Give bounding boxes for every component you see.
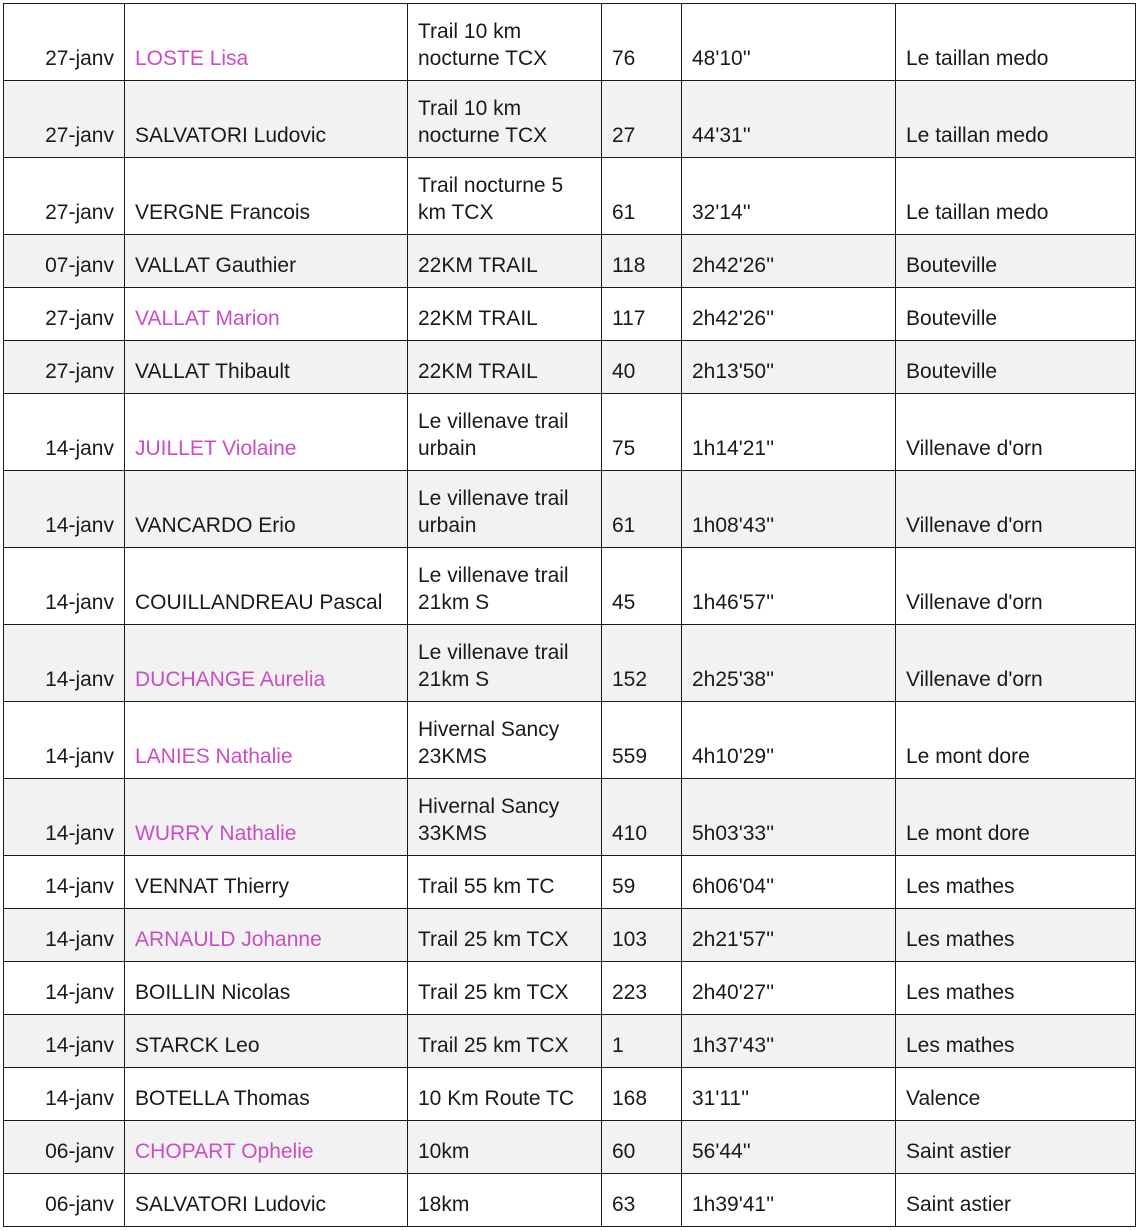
cell-race: Trail 55 km TC bbox=[408, 856, 602, 909]
cell-runner-name: CHOPART Ophelie bbox=[125, 1121, 408, 1174]
cell-date: 27-janv bbox=[4, 81, 125, 158]
cell-date: 27-janv bbox=[4, 341, 125, 394]
cell-place: Les mathes bbox=[896, 962, 1136, 1015]
cell-place: Saint astier bbox=[896, 1174, 1136, 1227]
cell-rank: 410 bbox=[602, 779, 682, 856]
cell-runner-name: COUILLANDREAU Pascal bbox=[125, 548, 408, 625]
table-row bbox=[4, 394, 1136, 471]
cell-race: Trail 10 km nocturne TCX bbox=[408, 4, 602, 81]
cell-race: Trail 25 km TCX bbox=[408, 1015, 602, 1068]
cell-runner-name: SALVATORI Ludovic bbox=[125, 1174, 408, 1227]
cell-rank: 40 bbox=[602, 341, 682, 394]
cell-time: 2h25'38'' bbox=[682, 625, 896, 702]
cell-time: 5h03'33'' bbox=[682, 779, 896, 856]
cell-runner-name: ARNAULD Johanne bbox=[125, 909, 408, 962]
table-row bbox=[4, 341, 1136, 394]
cell-time: 4h10'29'' bbox=[682, 702, 896, 779]
cell-rank: 103 bbox=[602, 909, 682, 962]
cell-date: 07-janv bbox=[4, 235, 125, 288]
results-table bbox=[3, 3, 1136, 1227]
cell-rank: 117 bbox=[602, 288, 682, 341]
cell-runner-name: SALVATORI Ludovic bbox=[125, 81, 408, 158]
cell-time: 44'31'' bbox=[682, 81, 896, 158]
table-row bbox=[4, 235, 1136, 288]
cell-rank: 45 bbox=[602, 548, 682, 625]
cell-runner-name: LANIES Nathalie bbox=[125, 702, 408, 779]
cell-time: 32'14'' bbox=[682, 158, 896, 235]
cell-time: 1h08'43'' bbox=[682, 471, 896, 548]
cell-place: Villenave d'orn bbox=[896, 625, 1136, 702]
cell-date: 14-janv bbox=[4, 909, 125, 962]
cell-place: Bouteville bbox=[896, 288, 1136, 341]
table-row bbox=[4, 1015, 1136, 1068]
cell-race: 18km bbox=[408, 1174, 602, 1227]
cell-date: 14-janv bbox=[4, 962, 125, 1015]
cell-place: Bouteville bbox=[896, 235, 1136, 288]
table-row bbox=[4, 962, 1136, 1015]
cell-rank: 27 bbox=[602, 81, 682, 158]
cell-time: 48'10'' bbox=[682, 4, 896, 81]
cell-date: 14-janv bbox=[4, 856, 125, 909]
cell-runner-name: LOSTE Lisa bbox=[125, 4, 408, 81]
table-row bbox=[4, 702, 1136, 779]
cell-rank: 63 bbox=[602, 1174, 682, 1227]
table-row bbox=[4, 158, 1136, 235]
cell-date: 27-janv bbox=[4, 288, 125, 341]
cell-runner-name: JUILLET Violaine bbox=[125, 394, 408, 471]
cell-time: 2h13'50'' bbox=[682, 341, 896, 394]
cell-date: 14-janv bbox=[4, 625, 125, 702]
cell-time: 56'44'' bbox=[682, 1121, 896, 1174]
cell-race: Trail nocturne 5 km TCX bbox=[408, 158, 602, 235]
cell-place: Saint astier bbox=[896, 1121, 1136, 1174]
cell-time: 2h40'27'' bbox=[682, 962, 896, 1015]
cell-rank: 61 bbox=[602, 158, 682, 235]
cell-time: 2h42'26'' bbox=[682, 235, 896, 288]
cell-runner-name: STARCK Leo bbox=[125, 1015, 408, 1068]
cell-rank: 59 bbox=[602, 856, 682, 909]
results-table-body bbox=[4, 4, 1136, 1227]
table-row bbox=[4, 625, 1136, 702]
cell-time: 31'11'' bbox=[682, 1068, 896, 1121]
cell-place: Villenave d'orn bbox=[896, 394, 1136, 471]
table-row bbox=[4, 471, 1136, 548]
cell-race: 22KM TRAIL bbox=[408, 341, 602, 394]
cell-race: Le villenave trail urbain bbox=[408, 394, 602, 471]
cell-race: Trail 25 km TCX bbox=[408, 962, 602, 1015]
cell-rank: 168 bbox=[602, 1068, 682, 1121]
cell-date: 14-janv bbox=[4, 394, 125, 471]
cell-place: Le taillan medo bbox=[896, 81, 1136, 158]
cell-runner-name: WURRY Nathalie bbox=[125, 779, 408, 856]
cell-place: Le mont dore bbox=[896, 779, 1136, 856]
cell-race: 22KM TRAIL bbox=[408, 235, 602, 288]
cell-time: 1h39'41'' bbox=[682, 1174, 896, 1227]
cell-date: 14-janv bbox=[4, 471, 125, 548]
table-row bbox=[4, 548, 1136, 625]
table-row bbox=[4, 4, 1136, 81]
table-row bbox=[4, 909, 1136, 962]
cell-place: Villenave d'orn bbox=[896, 471, 1136, 548]
cell-runner-name: VALLAT Gauthier bbox=[125, 235, 408, 288]
cell-race: 10 Km Route TC bbox=[408, 1068, 602, 1121]
table-row bbox=[4, 288, 1136, 341]
cell-rank: 1 bbox=[602, 1015, 682, 1068]
cell-date: 06-janv bbox=[4, 1174, 125, 1227]
cell-rank: 118 bbox=[602, 235, 682, 288]
cell-runner-name: BOILLIN Nicolas bbox=[125, 962, 408, 1015]
cell-race: Trail 25 km TCX bbox=[408, 909, 602, 962]
cell-runner-name: BOTELLA Thomas bbox=[125, 1068, 408, 1121]
cell-time: 6h06'04'' bbox=[682, 856, 896, 909]
cell-race: Le villenave trail urbain bbox=[408, 471, 602, 548]
cell-place: Valence bbox=[896, 1068, 1136, 1121]
cell-time: 2h42'26'' bbox=[682, 288, 896, 341]
cell-date: 14-janv bbox=[4, 779, 125, 856]
cell-runner-name: VALLAT Thibault bbox=[125, 341, 408, 394]
cell-rank: 223 bbox=[602, 962, 682, 1015]
table-row bbox=[4, 1068, 1136, 1121]
cell-date: 14-janv bbox=[4, 702, 125, 779]
cell-time: 1h46'57'' bbox=[682, 548, 896, 625]
cell-race: Trail 10 km nocturne TCX bbox=[408, 81, 602, 158]
cell-date: 06-janv bbox=[4, 1121, 125, 1174]
cell-runner-name: DUCHANGE Aurelia bbox=[125, 625, 408, 702]
cell-date: 14-janv bbox=[4, 1015, 125, 1068]
cell-date: 14-janv bbox=[4, 548, 125, 625]
cell-rank: 559 bbox=[602, 702, 682, 779]
cell-rank: 152 bbox=[602, 625, 682, 702]
cell-runner-name: VALLAT Marion bbox=[125, 288, 408, 341]
cell-race: Le villenave trail 21km S bbox=[408, 625, 602, 702]
cell-runner-name: VERGNE Francois bbox=[125, 158, 408, 235]
cell-runner-name: VENNAT Thierry bbox=[125, 856, 408, 909]
cell-place: Le mont dore bbox=[896, 702, 1136, 779]
cell-rank: 75 bbox=[602, 394, 682, 471]
table-row bbox=[4, 1174, 1136, 1227]
table-row bbox=[4, 81, 1136, 158]
cell-place: Les mathes bbox=[896, 1015, 1136, 1068]
cell-race: 22KM TRAIL bbox=[408, 288, 602, 341]
cell-rank: 61 bbox=[602, 471, 682, 548]
cell-race: Hivernal Sancy 33KMS bbox=[408, 779, 602, 856]
cell-date: 27-janv bbox=[4, 4, 125, 81]
cell-rank: 76 bbox=[602, 4, 682, 81]
cell-time: 1h14'21'' bbox=[682, 394, 896, 471]
cell-runner-name: VANCARDO Erio bbox=[125, 471, 408, 548]
cell-place: Villenave d'orn bbox=[896, 548, 1136, 625]
cell-place: Bouteville bbox=[896, 341, 1136, 394]
cell-place: Les mathes bbox=[896, 856, 1136, 909]
cell-place: Le taillan medo bbox=[896, 4, 1136, 81]
cell-date: 14-janv bbox=[4, 1068, 125, 1121]
cell-race: Hivernal Sancy 23KMS bbox=[408, 702, 602, 779]
cell-time: 2h21'57'' bbox=[682, 909, 896, 962]
cell-date: 27-janv bbox=[4, 158, 125, 235]
table-row bbox=[4, 1121, 1136, 1174]
table-row bbox=[4, 856, 1136, 909]
cell-place: Le taillan medo bbox=[896, 158, 1136, 235]
cell-race: 10km bbox=[408, 1121, 602, 1174]
cell-race: Le villenave trail 21km S bbox=[408, 548, 602, 625]
cell-time: 1h37'43'' bbox=[682, 1015, 896, 1068]
cell-place: Les mathes bbox=[896, 909, 1136, 962]
table-row bbox=[4, 779, 1136, 856]
cell-rank: 60 bbox=[602, 1121, 682, 1174]
